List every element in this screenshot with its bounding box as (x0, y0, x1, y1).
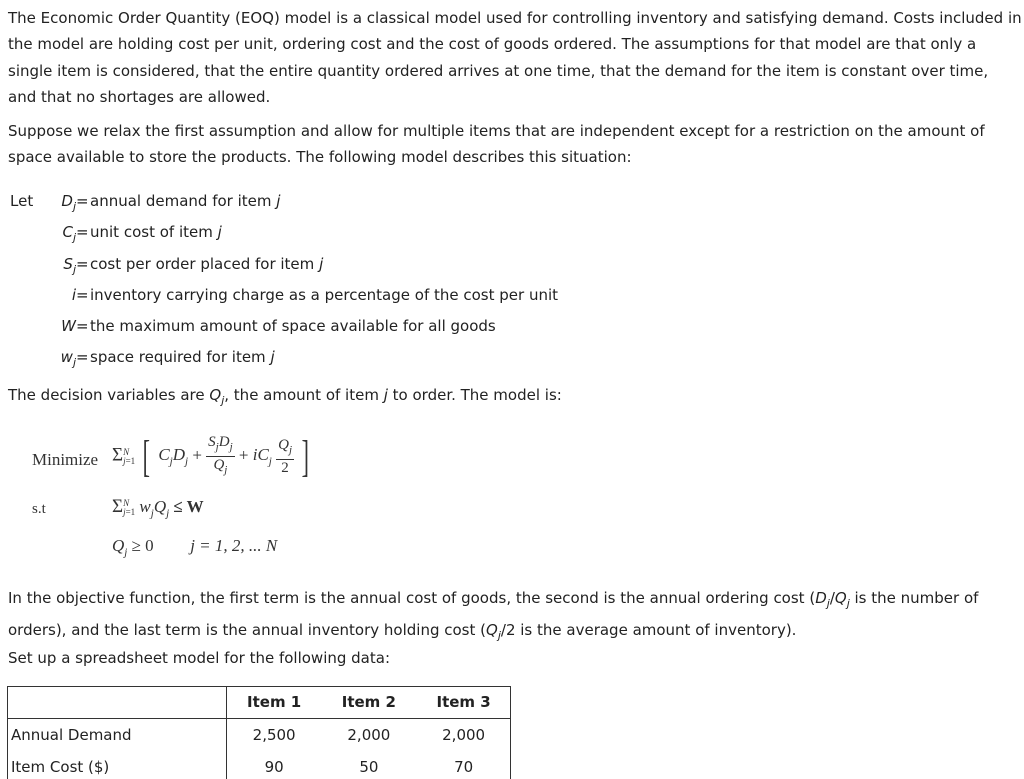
data-table (7, 686, 511, 779)
nonnegativity-constraint: $Q_j \ge 0$ j = 1, 2, ... N (112, 536, 278, 559)
objective-expression: ΣN j=1 [ $C_jD_j$ + $\frac{S_jD_j}{Q_j}$ + $iC_j$ $\frac{Q_j}{2}$ ] (112, 431, 310, 481)
definition-text: unit cost of item j (90, 223, 222, 242)
row-label: Item Cost ($) (7, 751, 226, 779)
relax-line: space available to store the products. The following model describes this situation: (8, 148, 632, 167)
objective-explanation: In the objective function, the first term is the annual cost of goods, the second is the annual ordering cost ($D_j/Q_j$ is the number of orders), and the last term is the annual inventory holding cost ($Q_j/2$ is the average amount of inventory). (8, 589, 979, 643)
row-label: Annual Demand (7, 719, 226, 752)
definition-symbol: i (71, 285, 76, 304)
table-cell: 90 (264, 758, 284, 776)
definition-symbol: $w_j$ (60, 348, 76, 370)
table-row (7, 719, 511, 752)
definition-symbol: $C_j$ (62, 223, 76, 245)
definition-text: inventory carrying charge as a percentage of the cost per unit (90, 285, 559, 304)
intro-line: The Economic Order Quantity (EOQ) model is a classical model used for controlling inventory and satisfying demand. Costs included in (8, 9, 1022, 27)
table-cell: 50 (359, 758, 379, 776)
definition-symbol: $S_j$ (63, 254, 76, 276)
intro-line: the model are holding cost per unit, ordering cost and the cost of goods ordered. The assumptions for that model are that only a (8, 35, 977, 54)
minimize-label: Minimize (32, 450, 99, 469)
table-cell: 70 (454, 758, 474, 776)
intro-line: and that no shortages are allowed. (8, 88, 271, 107)
table-row (7, 751, 511, 779)
definition-symbol: $D_j$ (61, 192, 76, 213)
intro-line: single item is considered, that the entire quantity ordered arrives at one time, that the demand for the item is constant over time, (8, 61, 989, 80)
relax-paragraph (8, 118, 1024, 171)
intro-paragraph (8, 5, 1024, 111)
subject-to-label: s.t (32, 501, 46, 517)
table-cell: 2,000 (442, 726, 486, 744)
definition-text: annual demand for item j (90, 192, 281, 210)
let-label: Let (10, 192, 34, 210)
definition-symbol: W (61, 317, 76, 336)
page: The Economic Order Quantity (EOQ) model is a classical model used for controlling inventory and satisfying demand. Costs included in the model are holding cost per unit, ordering cost and the cost of goods ordered. The assumptions for that model are that only a single item is considered, that the entire quantity ordered arrives at one time, that the demand for the item is constant over time, and that no shortages are allowed. Suppose we relax the first assumption and allow for multiple items that are independent except for a restriction on the amount of space available to store the products. The following model describes this situation: Let $D_j$ = annual demand for item j $C_j$ = unit cost of item j $S_j$ = cost per order placed for item j i = inventory carrying charge as a percentage of the cost per unit W = the maximum amount of space available for all goods $w_j$ = space required for item j The decision variables are $Q_j$, the amount of item j to order. The model is: Minimize ΣN j=1 [ $C_jD_j$ + $\frac{S_jD_j}{Q_j}$ + $iC_j$ $\frac{Q_j}{2}$ ] s.t ΣN j=1 $w_jQ_j \le W$ $Q_j \ge 0$ j = 1, 2, ... N In the objective function, the first term is the annual cost of goods, the second is the annual ordering cost ($D_j/Q_j$ is the number of orders), and the last term is the annual inventory holding cost ($Q_j/2$ is the average amount of inventory). Set up a spreadsheet model for the following data: Item 1 Item 2 Item 3 Annual Demand 2,500 2,000 2,000 Item Cost ($) 90 50 70 (0, 0, 1024, 779)
table-cell: 2,000 (347, 726, 391, 744)
space-constraint: ΣN j=1 $w_jQ_j \le W$ (112, 496, 204, 520)
definition-text: the maximum amount of space available for all goods (90, 317, 496, 336)
relax-line: Suppose we relax the first assumption and allow for multiple items that are independent except for a restriction on the amount of (8, 122, 985, 140)
setup-instruction: Set up a spreadsheet model for the following data: (8, 649, 390, 667)
decision-sentence: The decision variables are $Q_j$, the amount of item j to order. The model is: (8, 386, 562, 407)
column-header: Item 3 (416, 686, 511, 719)
table-header-row (7, 686, 511, 719)
optimization-model (32, 430, 432, 565)
definition-text: space required for item j (90, 348, 275, 367)
table-cell: 2,500 (252, 726, 296, 744)
column-header: Item 2 (322, 686, 417, 719)
definition-text: cost per order placed for item j (90, 254, 324, 273)
column-header: Item 1 (226, 686, 321, 719)
